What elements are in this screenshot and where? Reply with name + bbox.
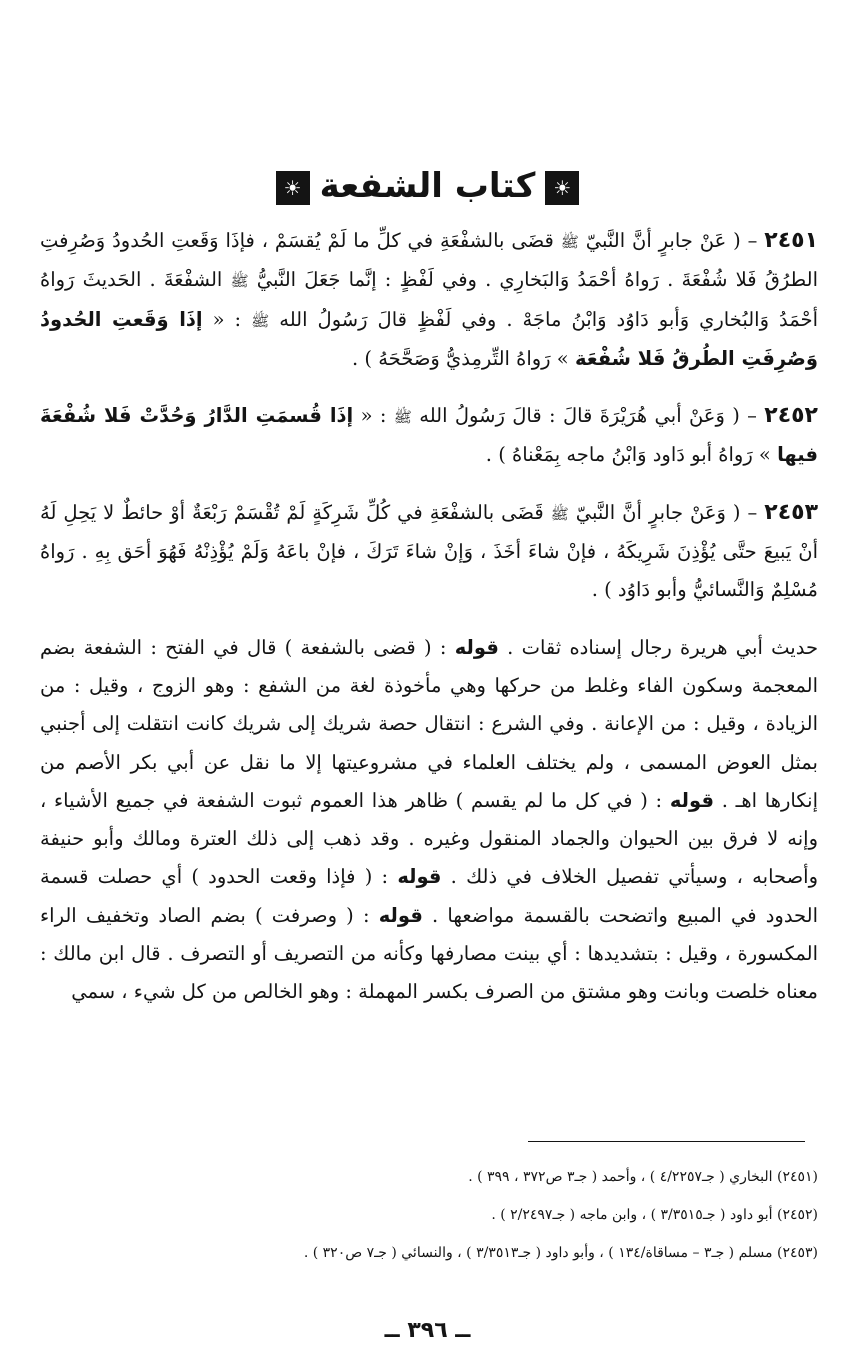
- commentary-text: حديث أبي هريرة رجال إسناده ثقات .: [498, 635, 819, 659]
- hadith-text: قضَى بالشفْعَةِ في كلِّ ما لَمْ يُقسَمْ ، فإذَا وَقَعتِ الحُدودُ وَصُرِفتِ الطرُقُ فَلا شُفْعَةَ . رَواهُ أحْمَدُ وَالبَخارِي . وفي لَفْظٍ : إنَّما جَعَلَ النَّبيُّ: [40, 229, 818, 292]
- salutation-icon: ﷺ: [251, 311, 270, 330]
- hadith-text: – ( وَعَنْ جابرٍ أنَّ النَّبيّ: [568, 500, 765, 524]
- commentary: [40, 629, 818, 1012]
- salutation-icon: ﷺ: [393, 408, 412, 427]
- ornament-icon: ☀: [545, 171, 579, 205]
- salutation-icon: ﷺ: [550, 504, 569, 523]
- footnotes: [80, 1158, 818, 1272]
- qawluh-label: قوله: [397, 865, 442, 889]
- qawluh-label: قوله: [454, 635, 499, 659]
- salutation-icon: ﷺ: [560, 233, 579, 251]
- page-number: ــ ٣٩٦ ــ: [384, 1318, 471, 1343]
- hadith-number: ٢٤٥٣: [764, 499, 818, 525]
- hadith-text: – ( وَعَنْ أبي هُرَيْرَةَ قالَ : قالَ رَسُولُ الله: [411, 404, 765, 428]
- ornament-icon: ☀: [276, 171, 310, 205]
- chapter-title-text: كتاب الشفعة: [319, 166, 536, 206]
- qawluh-label: قوله: [378, 903, 423, 927]
- footnote: (٢٤٥٢) أبو داود ( جـ٣/٣٥١٥ ) ، وابن ماجه ( جـ٢/٢٤٩٧ ) .: [491, 1207, 818, 1223]
- hadith-text: – ( عَنْ جابرٍ أنَّ النَّبيّ: [578, 229, 765, 252]
- commentary-text: : ( وصرفت ) بضم الصاد وتخفيف الراء المكسورة ، وقيل : بتشديدها : أي بينت مصارفها وكأنه من التصريف أو التصرف . قال ابن مالك : معناه خلصت وبانت وهو مشتق من الصرف بكسر المهملة : وهو الخالص من كل شيء ، سمي: [40, 903, 818, 1004]
- hadith-text: » رَواهُ أبو دَاود وَابْنُ ماجه بِمَعْناهُ ) .: [485, 443, 778, 467]
- hadith-number: ٢٤٥٢: [764, 403, 818, 429]
- footnote: (٢٤٥١) البخاري ( جـ٤/٢٢٥٧ ) ، وأحمد ( جـ٣ ص٣٧٢ ، ٣٩٩ ) .: [468, 1169, 818, 1185]
- hadith-2453: [40, 494, 818, 610]
- hadith-text: الشفْعَةَ . الحَديثَ رَواهُ أحْمَدُ وَالبُخاري وَأبو دَاوُد وَابْنُ ماجَهْ . وفي لَفْظٍ قالَ رَسُولُ الله: [40, 268, 818, 331]
- hadith-bold-text: إذَا وَقَعتِ الحُدودُ وَصُرِفَتِ الطُرقُ فَلا شُفْعَة: [40, 307, 818, 370]
- hadith-text: : «: [202, 307, 252, 331]
- footnote: (٢٤٥٣) مسلم ( جـ٣ – مساقاة/١٣٤ ) ، وأبو داود ( جـ٣/٣٥١٣ ) ، والنسائي ( جـ٧ ص٣٢٠ ) .: [303, 1245, 818, 1261]
- hadith-text: : «: [353, 404, 394, 428]
- hadith-2452: [40, 397, 818, 475]
- hadith-bold-text: إذَا قُسمَتِ الدَّارُ وَحُدَّتْ فَلا شُفْعَةَ فيها: [40, 404, 818, 467]
- hadith-number: ٢٤٥١: [764, 228, 818, 253]
- commentary-text: : ( قضى بالشفعة ) قال في الفتح : الشفعة بضم المعجمة وسكون الفاء وغلط من حركها وهي مأخوذة لغة من الشفع : وهو الزوج ، وقيل : من الزيادة ، وقيل : من الإعانة . وفي الشرع : انتقال حصة شريك إلى شريك كانت انتقلت إلى أجنبي بمثل العوض المسمى ، ولم يختلف العلماء في مشروعيتها إلا ما نقل عن أبي بكر الأصم من إنكارها اهـ .: [40, 635, 818, 812]
- qawluh-label: قوله: [669, 788, 715, 812]
- commentary-text: : ( في كل ما لم يقسم ) ظاهر هذا العموم ثبوت الشفعة في جميع الأشياء ، وإنه لا فرق بين الحيوان والجماد المنقول وغيره . وقد ذهب إلى ذلك العترة ومالك وأبو حنيفة وأصحابه ، وسيأتي تفصيل الخلاف في ذلك .: [40, 788, 818, 889]
- chapter-title: [0, 158, 855, 214]
- hadith-text: » رَواهُ التِّرمِذيُّ وَصَحَّحَهُ ) .: [351, 346, 575, 370]
- salutation-icon: ﷺ: [230, 272, 249, 291]
- commentary-text: : ( فإذا وقعت الحدود ) أي حصلت قسمة الحدود في المبيع واتضحت بالقسمة مواضعها .: [40, 865, 819, 927]
- hadith-text: قَضَى بالشفْعَةِ في كُلِّ شَرِكَةٍ لَمْ تُقْسَمْ رَبْعَةٌ أوْ حائطٌ لا يَحِلِ لَهُ أنْ يَبيعَ حتَّى يُؤْذِنَ شَرِيكَهُ ، فإنْ شاءَ أخَذَ ، وَإنْ شاءَ تَرَكَ ، فإنْ باعَهُ وَلَمْ يُؤْذِنْهُ فَهُوَ أحَق بِهِ . رَواهُ مُسْلِمٌ وَالنَّسائيُّ وأبو دَاوُد ) .: [40, 500, 818, 602]
- footnote-divider: [528, 1141, 805, 1142]
- main-text: [40, 222, 818, 1012]
- hadith-2451: [40, 222, 818, 378]
